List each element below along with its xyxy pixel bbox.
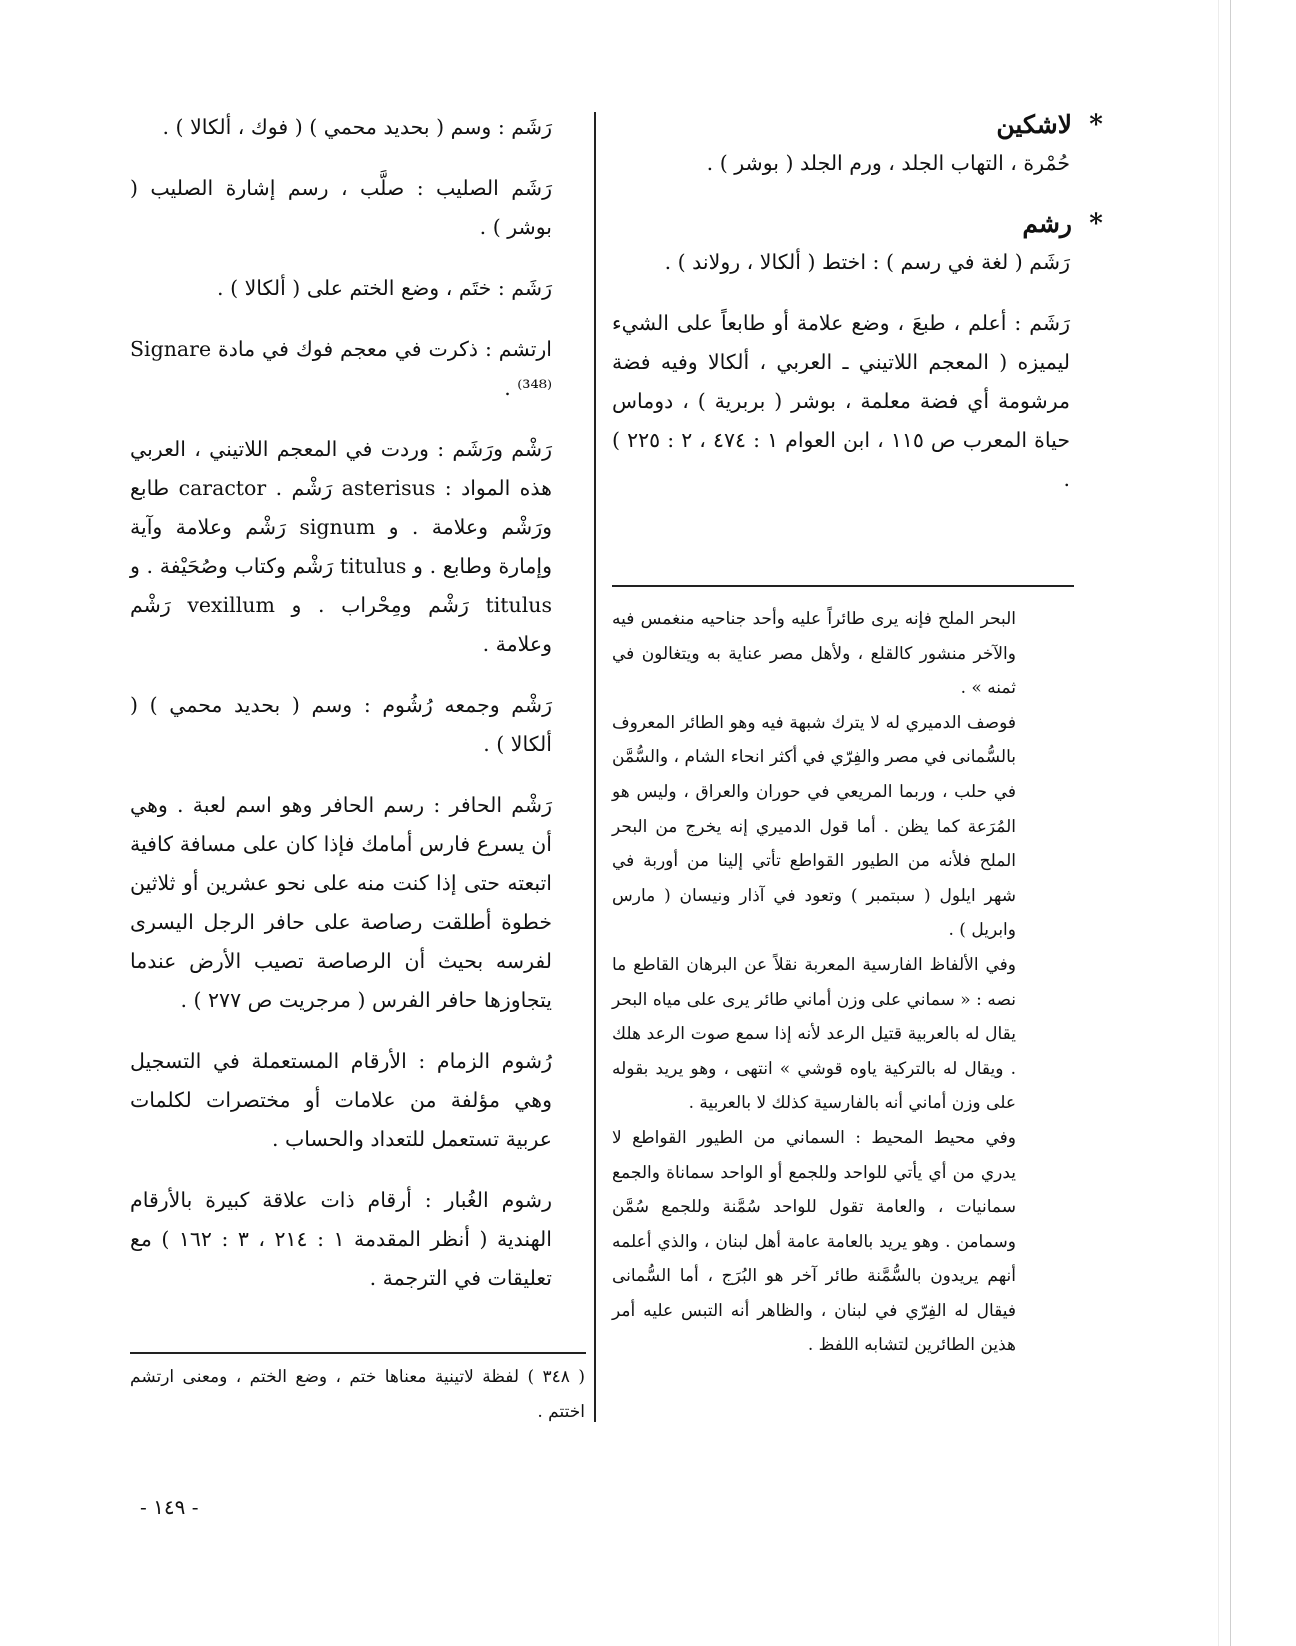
scan-edge-line	[1230, 0, 1231, 1646]
definition: رَشَم : ختَم ، وضع الختم على ( ألكالا ) .	[217, 276, 552, 300]
headword	[612, 207, 1103, 241]
definition: رَشْم الحافر : رسم الحافر وهو اسم لعبة . وهي أن يسرع فارس أمامك فإذا كان على مسافة كافية اتبعته حتى إذا كنت منه على نحو عشرين أو ثلاثين خطوة أطلقت رصاصة على حافر الرجل اليسرى لفرسه بحيث أن الرصاصة تصيب الأرض عندما يتجاوزها حافر الفرس ( مرجريت ص ٢٧٧ ) .	[130, 793, 552, 1012]
headword-text: لاشكين	[996, 110, 1072, 139]
definition: رَشْم وجمعه رُشُوم : وسم ( بحديد محمي ) ( ألكالا ) .	[130, 693, 552, 756]
left-column	[130, 108, 552, 1320]
asterisk-icon: *	[1089, 110, 1103, 140]
definition: رَشَم الصليب : صلَّب ، رسم إشارة الصليب ( بوشر ) .	[130, 176, 552, 239]
note-paragraph: وفي محيط المحيط : السماني من الطيور القواطع لا يدري من أي يأتي للواحد وللجمع أو الواحد سماناة والجمع سمانيات ، والعامة تقول للواحد سُمَّنة وللجمع سُمَّن وسمامن . وهو يريد بالعامة عامة أهل لبنان ، والذي أعلمه أنهم يريدون بالسُّمَّنة طائر آخر هو البُرَج ، أما السُّمانى فيقال له الفِرّي في لبنان ، والظاهر أنه التبس عليه أمر هذين الطائرين لتشابه اللفظ .	[612, 1127, 1016, 1356]
definition: حُمْرة ، التهاب الجلد ، ورم الجلد ( بوشر ) .	[706, 151, 1070, 175]
note-paragraph: فوصف الدميري له لا يترك شبهة فيه وهو الطائر المعروف بالسُّمانى في مصر والفِرّي في أكثر انحاء الشام ، والسُّمَّن في حلب ، وربما المريعي في حوران والعراق ، وليس هو المُرَعة كما يظن . أما قول الدميري إنه يخرج من البحر الملح فلأنه من الطيور القواطع تأتي إلينا من أوربة في شهر ايلول ( سبتمبر ) وتعود في آذار ونيسان ( مارس وابريل ) .	[612, 712, 1016, 941]
page-number: - ١٤٩ -	[140, 1495, 199, 1519]
headword-text: رشم	[1022, 209, 1072, 238]
asterisk-icon: *	[1089, 209, 1103, 239]
scan-edge-line	[1218, 0, 1219, 1646]
definition: رَشَم ( لغة في رسم ) : اختط ( ألكالا ، رولاند ) .	[664, 250, 1070, 274]
footnote-rule	[130, 1352, 586, 1354]
definition: رَشَم : أعلم ، طبعَ ، وضع علامة أو طابعاً على الشيء ليميزه ( المعجم اللاتيني ـ العربي ، ألكالا وفيه فضة مرشومة أي فضة معلمة ، بوشر ( بربرية ) ، دوماس حياة المعرب ص ١١٥ ، ابن العوام ١ : ٤٧٤ ، ٢ : ٢٢٥ ) .	[612, 311, 1070, 491]
right-column	[612, 108, 1103, 523]
definition: رشوم الغُبار : أرقام ذات علاقة كبيرة بالأرقام الهندية ( أنظر المقدمة ١ : ٢١٤ ، ٣ : ١٦٢ ) مع تعليقات في الترجمة .	[130, 1188, 552, 1290]
column-divider	[594, 112, 596, 1422]
footnote: ( ٣٤٨ ) لفظة لاتينية معناها ختم ، وضع الختم ، ومعنى ارتشم اختتم .	[130, 1367, 585, 1422]
note-paragraph: وفي الألفاظ الفارسية المعربة نقلاً عن البرهان القاطع ما نصه : « سماني على وزن أماني طائر يرى على مياه البحر يقال له بالعربية قتيل الرعد لأنه إذا سمع صوت الرعد هلك . ويقال له بالتركية ياوه قوشي » انتهى ، وهو يريد بقوله على وزن أماني أنه بالفارسية كذلك لا بالعربية .	[612, 954, 1016, 1114]
footnote-rule	[612, 585, 1074, 587]
definition: ارتشم : ذكرت في معجم فوك في مادة Signare ⁽³⁴⁸⁾ .	[130, 337, 552, 400]
definition: رَشْم ورَشَم : وردت في المعجم اللاتيني ، العربي هذه المواد : asterisus رَشْم . caractor طابع ورَشْم وعلامة . و signum رَشْم وعلامة وآية وإمارة وطابع . و titulus رَشْم وكتاب وصُحَيْفة . و titulus رَشْم ومِحْراب . و vexillum رَشْم وعلامة .	[130, 437, 553, 656]
definition: رُشوم الزمام : الأرقام المستعملة في التسجيل وهي مؤلفة من علامات أو مختصرات لكلمات عربية تستعمل للتعداد والحساب .	[130, 1049, 552, 1151]
footnote-notes	[612, 602, 1016, 1363]
note-paragraph: البحر الملح فإنه يرى طائراً عليه وأحد جناحيه منغمس فيه والآخر منشور كالقلع ، ولأهل مصر عناية به ويتغالون في ثمنه » .	[612, 609, 1016, 699]
definition: رَشَم : وسم ( بحديد محمي ) ( فوك ، ألكالا ) .	[162, 115, 552, 139]
headword	[612, 108, 1103, 142]
entry-rashm	[612, 207, 1103, 499]
entry-lashkin	[612, 108, 1103, 183]
